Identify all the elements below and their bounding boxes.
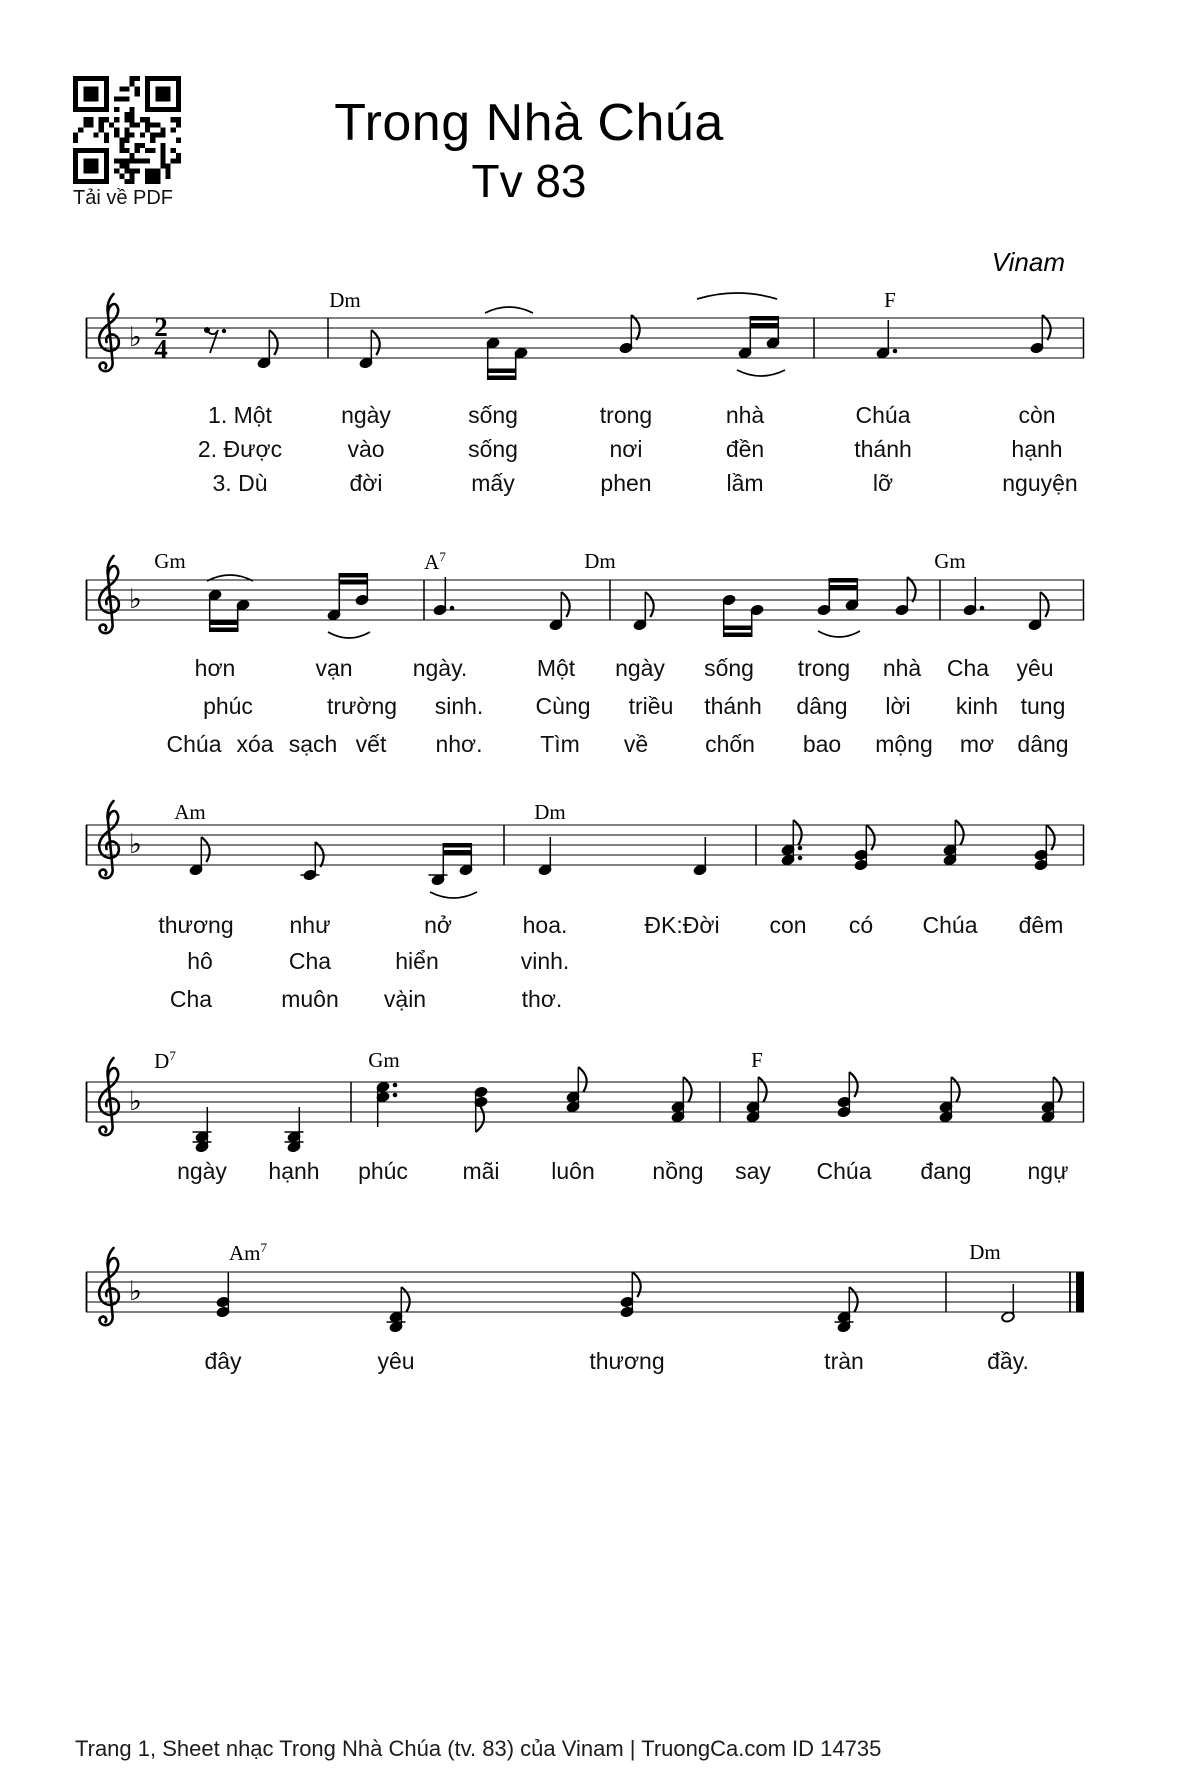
chord-symbol: Am$^7$ xyxy=(229,1240,267,1265)
lyric-word: Chúa xyxy=(922,912,978,938)
lyric-word: đời xyxy=(349,470,383,496)
composer-name: Vinam xyxy=(991,247,1065,277)
lyric-word: vinh. xyxy=(520,948,570,974)
lyric-word: nhà xyxy=(882,655,922,681)
lyric-word: thương xyxy=(158,912,234,938)
staff-system-5 xyxy=(85,1227,1085,1359)
lyric-word: đêm xyxy=(1018,912,1064,938)
lyric-word: mãi xyxy=(462,1158,500,1184)
lyric-word: phúc xyxy=(358,1158,408,1184)
lyric-word: vết xyxy=(355,731,387,757)
lyric-word: sống xyxy=(704,655,754,681)
lyric-word: đang xyxy=(920,1158,972,1184)
lyric-word: Chúa xyxy=(816,1158,872,1184)
lyric-word: bao xyxy=(802,731,842,757)
lyric-word: vạn xyxy=(315,655,353,681)
lyric-word: hoa. xyxy=(522,912,568,938)
lyric-word: Cha xyxy=(946,655,990,681)
lyric-word: tràn xyxy=(824,1348,864,1374)
lyric-word: ngày xyxy=(341,402,391,428)
lyric-word: sống xyxy=(468,436,518,462)
lyric-word: đầy. xyxy=(987,1348,1029,1374)
svg-text:2: 2 xyxy=(154,312,168,342)
lyric-word: 2. Được xyxy=(197,436,283,462)
lyric-word: còn xyxy=(1018,402,1056,428)
chord-symbol: Dm xyxy=(534,800,566,824)
svg-text:♭: ♭ xyxy=(129,322,142,353)
lyric-word: yêu xyxy=(1016,655,1054,681)
lyric-word: thánh xyxy=(704,693,762,719)
staff-system-3 xyxy=(85,780,1085,912)
staff-system-1 xyxy=(85,273,1085,405)
chord-symbol: Dm xyxy=(969,1240,1001,1264)
staff-system-4 xyxy=(85,1037,1085,1169)
lyric-word: nồng xyxy=(652,1158,704,1184)
lyric-word: 1. Một xyxy=(208,402,272,428)
lyric-word: có xyxy=(848,912,874,938)
lyric-word: yêu xyxy=(377,1348,415,1374)
song-subtitle: Tv 83 xyxy=(471,155,587,208)
lyric-word: ngày xyxy=(177,1158,227,1184)
footer-text: Trang 1, Sheet nhạc Trong Nhà Chúa (tv. 83) của Vinam | TruongCa.com ID 14735 xyxy=(75,1736,882,1761)
lyric-word: muôn xyxy=(281,986,339,1012)
lyric-word: mơ xyxy=(959,731,995,757)
lyric-word: lời xyxy=(885,693,911,719)
lyric-word: trong xyxy=(599,402,653,428)
lyric-word: nở xyxy=(424,912,452,938)
title-block xyxy=(0,93,1058,209)
lyric-word: Cha xyxy=(288,948,332,974)
lyric-word: sinh. xyxy=(434,693,484,719)
lyric-word: đây xyxy=(204,1348,242,1374)
lyric-word: 3. Dù xyxy=(212,470,268,496)
lyric-word: nguyện xyxy=(1002,470,1078,496)
song-title: Trong Nhà Chúa xyxy=(334,94,724,152)
svg-text:♭: ♭ xyxy=(129,829,142,860)
lyric-word: lầm xyxy=(726,470,764,496)
chord-symbol: Gm xyxy=(154,549,186,573)
lyric-word: triều xyxy=(628,693,674,719)
chord-symbol: Dm xyxy=(329,288,361,312)
chord-symbol: Gm xyxy=(368,1048,400,1072)
chord-symbol: Gm xyxy=(934,549,966,573)
lyric-word: Chúa xyxy=(855,402,911,428)
chord-symbol: Am xyxy=(174,800,206,824)
chord-symbol: $A^7$ xyxy=(424,549,446,574)
lyric-word: thánh xyxy=(854,436,912,462)
lyric-word: ngày. xyxy=(412,655,468,681)
lyric-word: thơ. xyxy=(521,986,563,1012)
lyric-word: xóa xyxy=(236,731,274,757)
chord-symbol: $D^7$ xyxy=(154,1048,176,1073)
qr-download-label[interactable]: Tải về PDF xyxy=(73,187,174,209)
lyric-word: vạ̀in xyxy=(383,986,427,1012)
lyric-word: Cùng xyxy=(535,693,591,719)
lyric-word: hiển xyxy=(395,948,439,974)
svg-text:4: 4 xyxy=(154,334,168,364)
lyric-word: say xyxy=(735,1158,771,1184)
svg-text:♭: ♭ xyxy=(129,1086,142,1117)
lyric-word: kinh xyxy=(955,693,999,719)
lyric-word: hơn xyxy=(194,655,236,681)
lyric-word: đền xyxy=(725,436,765,462)
lyric-word: như xyxy=(289,912,331,938)
svg-text:♭: ♭ xyxy=(129,1276,142,1307)
lyric-word: chốn xyxy=(705,731,755,757)
svg-text:♭: ♭ xyxy=(129,584,142,615)
lyric-word: ĐK:Đời xyxy=(644,912,720,938)
lyric-word: sống xyxy=(468,402,518,428)
lyric-word: con xyxy=(769,912,807,938)
lyric-word: Cha xyxy=(169,986,213,1012)
lyric-word: Tìm xyxy=(540,731,580,757)
lyric-word: sạch xyxy=(288,731,338,757)
lyric-word: hạnh xyxy=(1011,436,1063,462)
lyric-word: mấy xyxy=(471,470,515,496)
lyric-word: dâng xyxy=(796,693,848,719)
lyric-word: phen xyxy=(600,470,652,496)
staff-system-2 xyxy=(85,535,1085,667)
lyric-word: thương xyxy=(589,1348,665,1374)
lyric-word: vào xyxy=(347,436,385,462)
lyric-word: ngày xyxy=(615,655,665,681)
chord-symbol: Dm xyxy=(584,549,616,573)
lyric-word: lỡ xyxy=(872,470,894,496)
lyric-word: nhà xyxy=(725,402,765,428)
lyric-word: dâng xyxy=(1017,731,1069,757)
chord-symbol: F xyxy=(751,1048,763,1072)
lyric-word: phúc xyxy=(203,693,253,719)
lyric-word: Một xyxy=(536,655,576,681)
lyric-word: tung xyxy=(1020,693,1066,719)
lyric-word: nhơ. xyxy=(435,731,483,757)
lyric-word: ngự xyxy=(1027,1158,1069,1184)
lyric-word: về xyxy=(623,731,649,757)
lyric-word: trường xyxy=(326,693,398,719)
lyric-word: mộng xyxy=(875,731,933,757)
lyric-word: nơi xyxy=(609,436,643,462)
chord-symbol: F xyxy=(884,288,896,312)
lyric-word: hạnh xyxy=(268,1158,320,1184)
lyric-word: Chúa xyxy=(166,731,222,757)
lyric-word: trong xyxy=(797,655,851,681)
lyric-word: hô xyxy=(187,948,213,974)
lyric-word: luôn xyxy=(551,1158,595,1184)
